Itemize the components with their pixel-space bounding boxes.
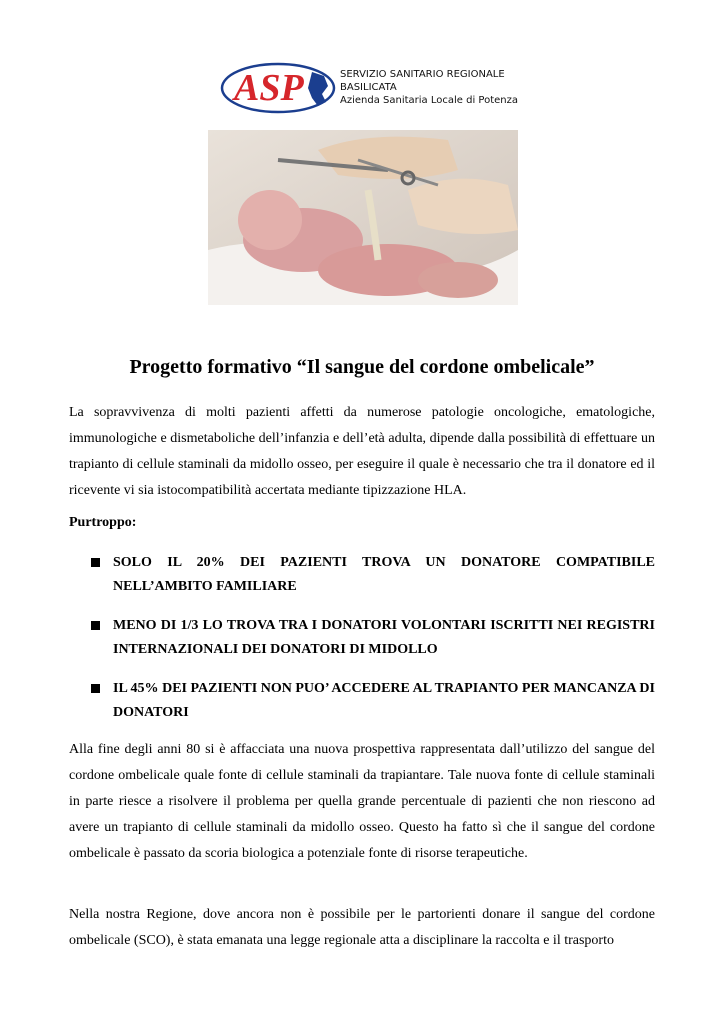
square-bullet-icon xyxy=(91,558,100,567)
region-paragraph: Nella nostra Regione, dove ancora non è possibile per le partorienti donare il sangue del cordone ombelicale (SCO), è stata emanata una legge regionale atta a disciplinare la raccolta e il trasporto xyxy=(69,907,655,948)
organization-name xyxy=(340,68,518,107)
prospective-paragraph: Alla fine degli anni 80 si è affacciata una nuova prospettiva rappresentata dall’utilizzo del sangue del cordone ombelicale quale fonte di cellule staminali da trapiantare. Tale nuova fonte di cellule staminali in parte riesce a risolvere il problema per quella grande percentuale di pazienti che non riescono ad avere un trapianto di cellule staminali da midollo osseo. Questo ha fatto sì che il sangue del cordone ombelicale è passato da scoria biologica a potenziale fonte di risorse terapeutiche. xyxy=(69,742,655,861)
bullet-item xyxy=(91,551,655,599)
square-bullet-icon xyxy=(91,621,100,630)
asp-logo xyxy=(220,60,520,116)
document-title: Progetto formativo “Il sangue del cordone ombelicale” xyxy=(129,356,595,378)
newborn-umbilical-cord-photo xyxy=(208,130,518,305)
purtroppo-label: Purtroppo: xyxy=(69,515,137,530)
bullet-text: MENO DI 1/3 LO TROVA TRA I DONATORI VOLONTARI ISCRITTI NEI REGISTRI INTERNAZIONALI DEI DONATORI DI MIDOLLO xyxy=(113,618,655,657)
basilicata-region-shape xyxy=(308,72,328,106)
bullet-text: IL 45% DEI PAZIENTI NON PUO’ ACCEDERE AL TRAPIANTO PER MANCANZA DI DONATORI xyxy=(113,681,655,720)
bullet-text: SOLO IL 20% DEI PAZIENTI TROVA UN DONATORE COMPATIBILE NELL’AMBITO FAMILIARE xyxy=(113,555,655,594)
asp-logo-mark xyxy=(220,60,340,116)
logo-letters: ASP xyxy=(234,67,304,109)
bullet-item xyxy=(91,677,655,725)
square-bullet-icon xyxy=(91,684,100,693)
org-line-1: SERVIZIO SANITARIO REGIONALE xyxy=(340,69,505,80)
intro-paragraph: La sopravvivenza di molti pazienti affetti da numerose patologie oncologiche, ematologiche, immunologiche e dismetaboliche dell’infanzia e dell’età adulta, dipende dalla possibilità di effettuare un trapianto di cellule staminali da midollo osseo, per eseguire il quale è necessario che tra il donatore ed il ricevente vi sia istocompatibilità accertata mediante tipizzazione HLA. xyxy=(69,405,655,498)
bullet-item xyxy=(91,614,655,662)
org-line-3: Azienda Sanitaria Locale di Potenza xyxy=(340,95,518,106)
org-line-2: BASILICATA xyxy=(340,82,397,93)
